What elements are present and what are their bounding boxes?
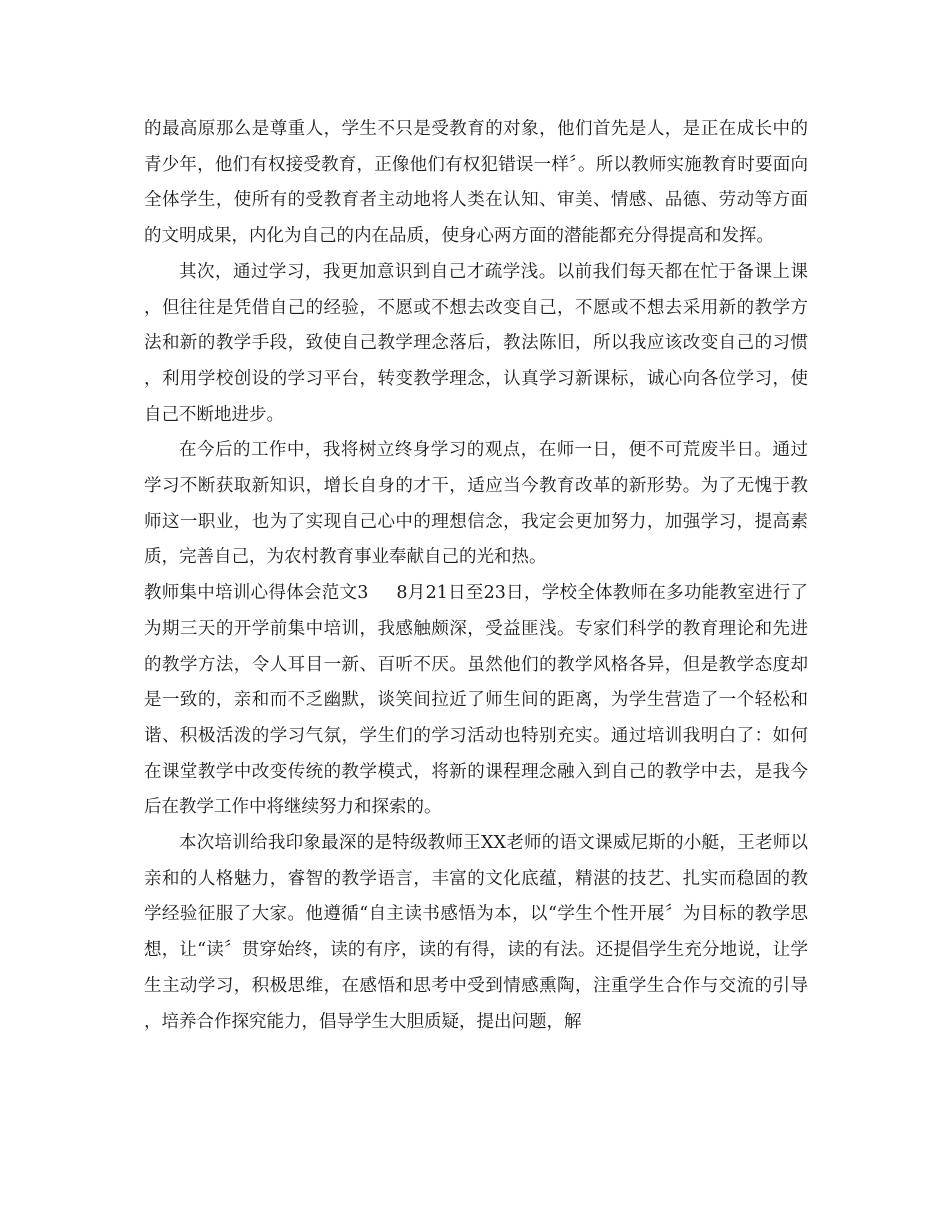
paragraph-3: 在今后的工作中，我将树立终身学习的观点，在师一日，便不可荒废半日。通过学习不断获取新知识，增长自身的才干，适应当今教育改革的新形势。为了无愧于教师这一职业，也为了实现自己心中的理想信念，我定会更加努力，加强学习，提高素质，完善自己，为农村教育事业奉献自己的光和热。: [144, 440, 808, 568]
paragraph-4: [144, 576, 808, 826]
paragraph-1: 的最高原那么是尊重人，学生不只是受教育的对象，他们首先是人，是正在成长中的青少年，他们有权接受教育，正像他们有权犯错误一样〞。所以教师实施教育时要面向全体学生，使所有的受教育者主动地将人类在认知、审美、情感、品德、劳动等方面的文明成果，内化为自己的内在品质，使身心两方面的潜能都充分得提高和发挥。: [144, 119, 808, 247]
paragraph-2: 其次，通过学习，我更加意识到自己才疏学浅。以前我们每天都在忙于备课上课，但往往是凭借自己的经验，不愿或不想去改变自己，不愿或不想去采用新的教学方法和新的教学手段，致使自己教学理念落后，教法陈旧，所以我应该改变自己的习惯，利用学校创设的学习平台，转变教学理念，认真学习新课标，诚心向各位学习，使自己不断地进步。: [144, 261, 808, 425]
section-heading: 教师集中培训心得体会范文3: [144, 583, 369, 604]
paragraph-5: 本次培训给我印象最深的是特级教师王XX老师的语文课威尼斯的小艇，王老师以亲和的人格魅力，睿智的教学语言，丰富的文化底蕴，精湛的技艺、扎实而稳固的教学经验征服了大家。他遵循“自主读书感悟为本，以“学生个性开展〞为目标的教学思想，让“读〞贯穿始终，读的有序，读的有得，读的有法。还提倡学生充分地说，让学生主动学习，积极思维，在感悟和思考中受到情感熏陶，注重学生合作与交流的引导，培养合作探究能力，倡导学生大胆质疑，提出问题，解: [144, 833, 808, 1032]
paragraph-4-text: 8月21日至23日，学校全体教师在多功能教室进行了为期三天的开学前集中培训，我感触颇深，受益匪浅。专家们科学的教育理论和先进的教学方法，令人耳目一新、百听不厌。虽然他们的教学风格各异，但是教学态度却是一致的，亲和而不乏幽默，谈笑间拉近了师生间的距离，为学生营造了一个轻松和谐、积极活泼的学习气氛，学生们的学习活动也特别充实。通过培训我明白了：如何在课堂教学中改变传统的教学模式，将新的课程理念融入到自己的教学中去，是我今后在教学工作中将继续努力和探索的。: [144, 583, 809, 818]
document-page: [144, 112, 808, 1040]
